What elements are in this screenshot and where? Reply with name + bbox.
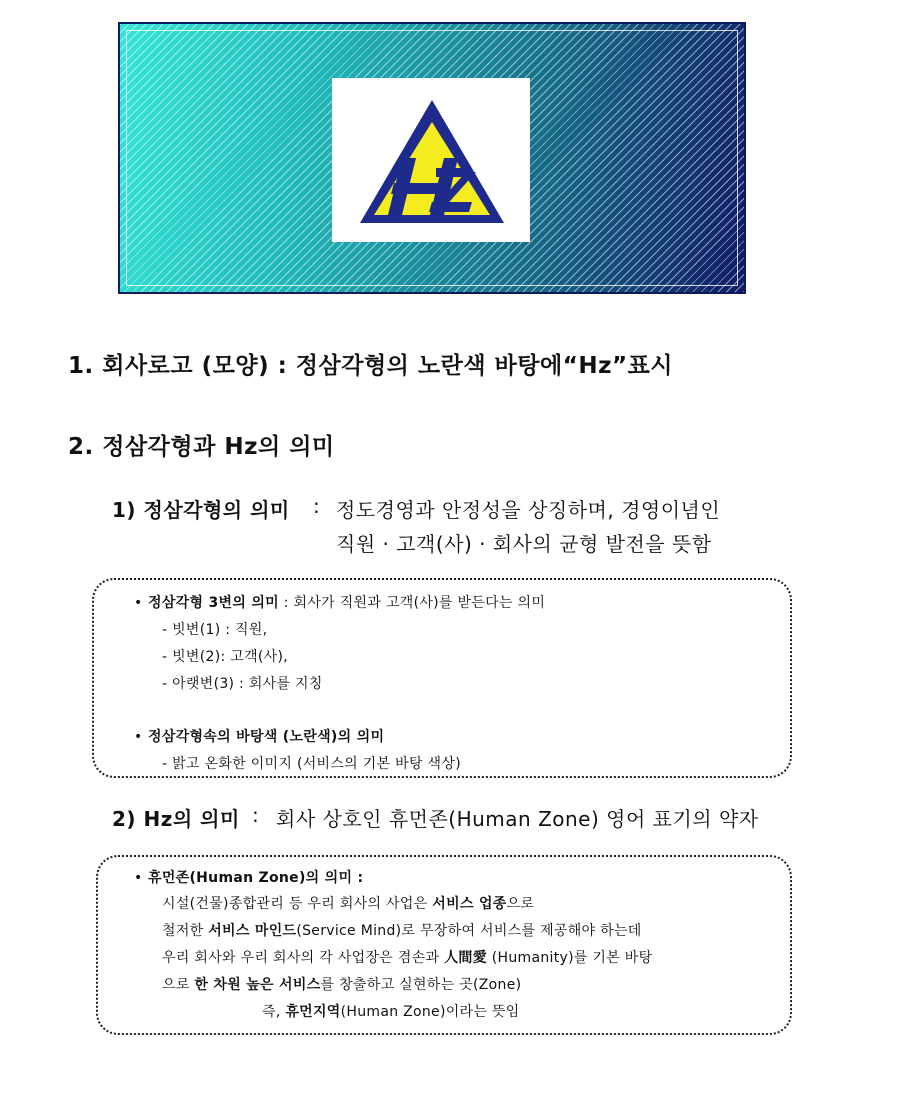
company-logo bbox=[332, 78, 530, 242]
box2-line-4: 으로 한 차원 높은 서비스를 창출하고 실현하는 곳(Zone) bbox=[162, 977, 522, 993]
box2-title: • 휴먼존(Human Zone)의 의미 : bbox=[134, 870, 364, 886]
hz-triangle-logo bbox=[332, 78, 530, 242]
section-2-heading: 2. 정삼각형과 Hz의 의미 bbox=[68, 434, 335, 460]
triangle-meaning-box bbox=[92, 578, 792, 778]
box1-item-1: - 빗변(1) : 직원, bbox=[162, 622, 268, 638]
section-1-heading: 1. 회사로고 (모양) : 정삼각형의 노란색 바탕에“Hz”표시 bbox=[68, 353, 674, 379]
box2-line-2: 철저한 서비스 마인드(Service Mind)로 무장하여 서비스를 제공해야 하는데 bbox=[162, 923, 642, 939]
sub2-separator: : bbox=[252, 803, 260, 827]
logo-banner bbox=[118, 22, 746, 294]
hz-meaning-box bbox=[96, 855, 792, 1035]
box1-item-3: - 아랫변(3) : 회사를 지칭 bbox=[162, 676, 323, 692]
box2-line-5: 즉, 휴먼지역(Human Zone)이라는 뜻임 bbox=[262, 1004, 520, 1020]
box1-item-2: - 빗변(2): 고객(사), bbox=[162, 649, 288, 665]
box1-item-4: - 밝고 온화한 이미지 (서비스의 기본 바탕 색상) bbox=[162, 756, 461, 772]
box1-bullet-1: • 정삼각형 3변의 의미 : 회사가 직원과 고객(사)를 받든다는 의미 bbox=[134, 595, 546, 611]
sub1-text-line2: 직원 · 고객(사) · 회사의 균형 발전을 뜻함 bbox=[336, 532, 712, 556]
box1-bullet-2: • 정삼각형속의 바탕색 (노란색)의 의미 bbox=[134, 729, 385, 745]
sub2-label: 2) Hz의 의미 bbox=[112, 807, 240, 831]
sub1-label: 1) 정삼각형의 의미 bbox=[112, 498, 290, 522]
sub1-separator: : bbox=[313, 494, 321, 518]
sub2-text: 회사 상호인 휴먼존(Human Zone) 영어 표기의 약자 bbox=[276, 807, 759, 831]
sub1-text-line1: 정도경영과 안정성을 상징하며, 경영이념인 bbox=[336, 498, 721, 522]
box2-line-1: 시설(건물)종합관리 등 우리 회사의 사업은 서비스 업종으로 bbox=[162, 896, 535, 912]
box2-line-3: 우리 회사와 우리 회사의 각 사업장은 겸손과 人間愛 (Humanity)를 기본 바탕 bbox=[162, 950, 653, 966]
